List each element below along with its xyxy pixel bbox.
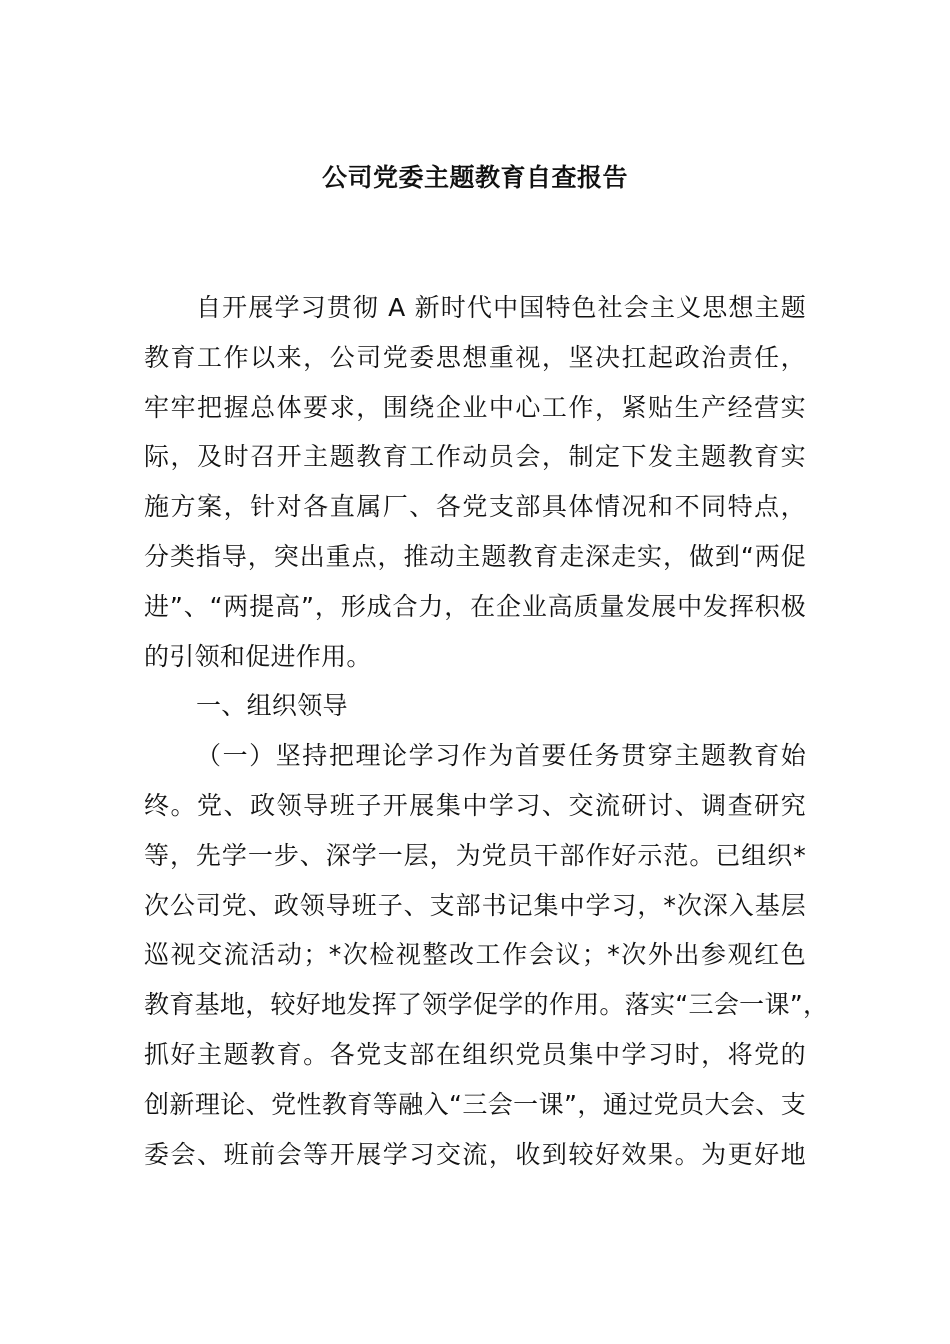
paragraph-intro-line-2: 教育工作以来，公司党委思想重视，坚决扛起政治责任， <box>144 342 806 372</box>
paragraph-intro-line-8: 的引领和促进作用。 <box>144 641 372 671</box>
paragraph-intro-line-1: 自开展学习贯彻 A 新时代中国特色社会主义思想主题 <box>196 293 806 322</box>
paragraph-intro-line-5: 施方案，针对各直属厂、各党支部具体情况和不同特点， <box>144 492 806 522</box>
paragraph-study-line-5: 巡视交流活动；*次检视整改工作会议；*次外出参观红色 <box>144 940 806 970</box>
paragraph-intro-line-7: 进”、“两提高”，形成合力，在企业高质量发展中发挥积极 <box>144 591 806 621</box>
paragraph-study-line-4: 次公司党、政领导班子、支部书记集中学习，*次深入基层 <box>144 890 806 920</box>
paragraph-study-line-6: 教育基地，较好地发挥了领学促学的作用。落实“三会一课”， <box>144 990 829 1020</box>
paragraph-study-line-9: 委会、班前会等开展学习交流，收到较好效果。为更好地 <box>144 1139 806 1169</box>
paragraph-intro-line-6: 分类指导，突出重点，推动主题教育走深走实，做到“两促 <box>144 541 806 571</box>
document-body <box>144 283 829 1179</box>
section-heading-organization: 一、组织领导 <box>196 691 348 721</box>
paragraph-study-line-1: （一）坚持把理论学习作为首要任务贯穿主题教育始 <box>196 741 806 771</box>
document-title: 公司党委主题教育自查报告 <box>321 163 628 192</box>
paragraph-intro-line-3: 牢牢把握总体要求，围绕企业中心工作，紧贴生产经营实 <box>144 392 806 422</box>
paragraph-study-line-7: 抓好主题教育。各党支部在组织党员集中学习时，将党的 <box>144 1039 806 1069</box>
paragraph-study-line-3: 等，先学一步、深学一层，为党员干部作好示范。已组织* <box>144 840 806 870</box>
paragraph-study-line-8: 创新理论、党性教育等融入“三会一课”，通过党员大会、支 <box>144 1089 806 1119</box>
paragraph-study-line-2: 终。党、政领导班子开展集中学习、交流研讨、调查研究 <box>144 790 806 820</box>
paragraph-intro-line-4: 际，及时召开主题教育工作动员会，制定下发主题教育实 <box>144 442 806 472</box>
